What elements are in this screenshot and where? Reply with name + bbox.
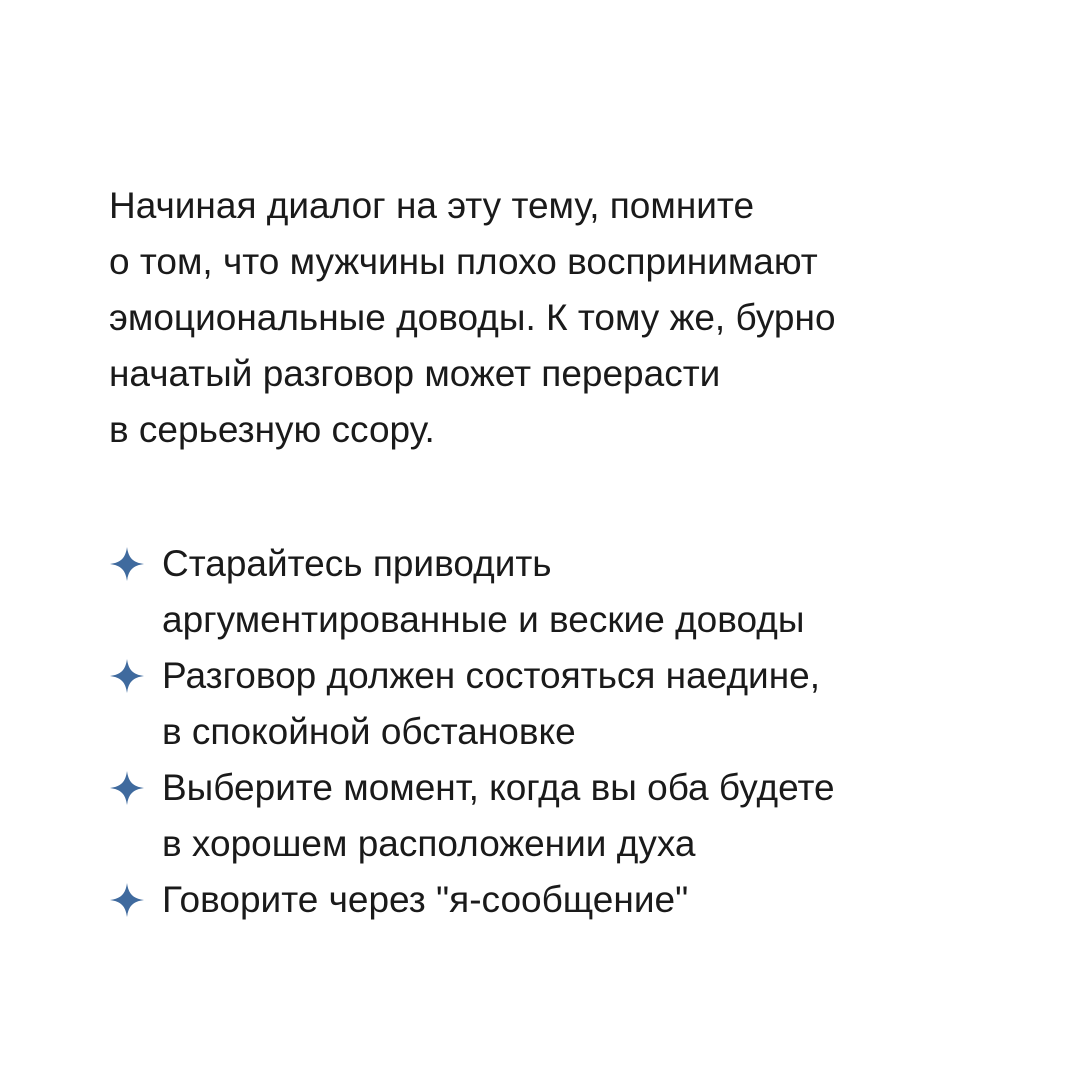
tip-item bbox=[105, 760, 1025, 872]
sparkle-star-icon bbox=[109, 546, 145, 582]
intro-line: начатый разговор может перерасти bbox=[109, 353, 721, 394]
tip-item bbox=[105, 648, 1025, 760]
sparkle-star-icon bbox=[109, 882, 145, 918]
tip-item bbox=[105, 872, 1025, 928]
tip-line: аргументированные и веские доводы bbox=[162, 599, 805, 640]
intro-line: о том, что мужчины плохо воспринимают bbox=[109, 241, 818, 282]
intro-line: эмоциональные доводы. К тому же, бурно bbox=[109, 297, 836, 338]
sparkle-star-icon bbox=[109, 658, 145, 694]
tip-line: Говорите через "я-сообщение" bbox=[162, 879, 689, 920]
tip-item bbox=[105, 536, 1025, 648]
intro-line: в серьезную ссору. bbox=[109, 409, 435, 450]
tip-line: Выберите момент, когда вы оба будете bbox=[162, 767, 835, 808]
tip-line: в хорошем расположении духа bbox=[162, 823, 696, 864]
intro-line: Начиная диалог на эту тему, помните bbox=[109, 185, 755, 226]
tip-line: в спокойной обстановке bbox=[162, 711, 576, 752]
sparkle-star-icon bbox=[109, 770, 145, 806]
tips-list bbox=[105, 536, 1025, 928]
tip-line: Разговор должен состояться наедине, bbox=[162, 655, 820, 696]
tip-line: Старайтесь приводить bbox=[162, 543, 552, 584]
intro-paragraph bbox=[109, 178, 1009, 458]
